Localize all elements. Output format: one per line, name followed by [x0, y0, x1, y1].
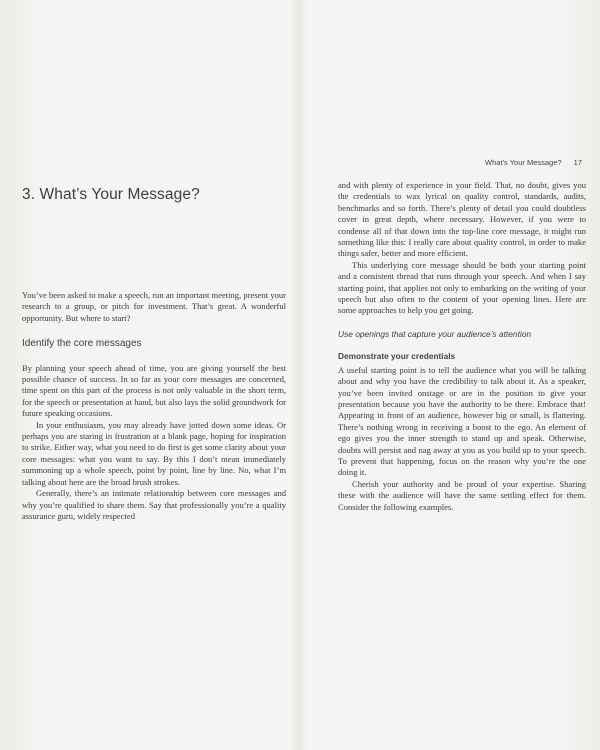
running-title: What’s Your Message? — [484, 158, 562, 167]
left-page-body — [22, 290, 286, 522]
right-page-body — [338, 180, 586, 513]
body-paragraph: This underlying core message should be both your starting point and a consistent thread that runs through your speech. And when I say starting point, that applies not only to embarking on the writing of your speech but also often to the content of your opening lines. Here are some approaches to help you get going. — [338, 259, 586, 316]
body-paragraph: In your enthusiasm, you may already have jotted down some ideas. Or perhaps you are staring in frustration at a blank page, hoping for inspiration to strike. Either way, what you need to do first is get some clarity about your core messages: what you want to say. By this I don’t mean immediately summoning up a whole speech, point by point, line by line. No, what I’m talking about here are the broad brush strokes. — [22, 419, 286, 487]
body-paragraph: Cherish your authority and be proud of your expertise. Sharing these with the audience will have the same settling effect for them. Consider the following examples. — [338, 478, 586, 512]
section-heading: Identify the core messages — [22, 338, 142, 350]
body-paragraph: and with plenty of experience in your field. That, no doubt, gives you the credentials to wax lyrical on quality control, standards, audits, benchmarks and so forth. There’s plenty of detail you could doubtless cover in great depth, where necessary. However, if you were to condense all of that down into the top-line core message, it might run something like this: I really care about quality control, in order to make things safer, better and more efficient. — [338, 180, 586, 259]
sub-subheading: Demonstrate your credentials — [338, 351, 456, 362]
subsection-heading: Use openings that capture your audience’s attention — [338, 328, 532, 339]
chapter-title: 3. What’s Your Message? — [22, 186, 200, 203]
page-number: 17 — [573, 158, 582, 167]
body-paragraph: A useful starting point is to tell the audience what you will be talking about and why you have the credibility to talk about it. As a speaker, you’ve been invited onstage or are in the position to give your presentation because you have the authority to be there. Embrace that! Appearing in front of an audience, however big or small, is flattering. There’s nothing wrong in receiving a boost to the ego. An element of ego gives you the inner strength to stand up and speak. Otherwise, doubts will persist and nag away at you as you build up to your speech. To prevent that happening, focus on the reason why you’re the one doing it. — [338, 364, 586, 478]
running-header — [440, 158, 582, 167]
body-paragraph: By planning your speech ahead of time, you are giving yourself the best possible chance of success. In so far as your core messages are concerned, time spent on this part of the process is not only valuable in the short term, for the speech or presentation at hand, but also lays the solid groundwork for future speaking occasions. — [22, 362, 286, 419]
intro-paragraph: You’ve been asked to make a speech, run an important meeting, present your research to a group, or pitch for investment. That’s great. A wonderful opportunity. But where to start? — [22, 290, 286, 323]
body-paragraph: Generally, there’s an intimate relationship between core messages and why you’re qualified to share them. Say that professionally you’re a quality assurance guru, widely respected — [22, 488, 286, 521]
